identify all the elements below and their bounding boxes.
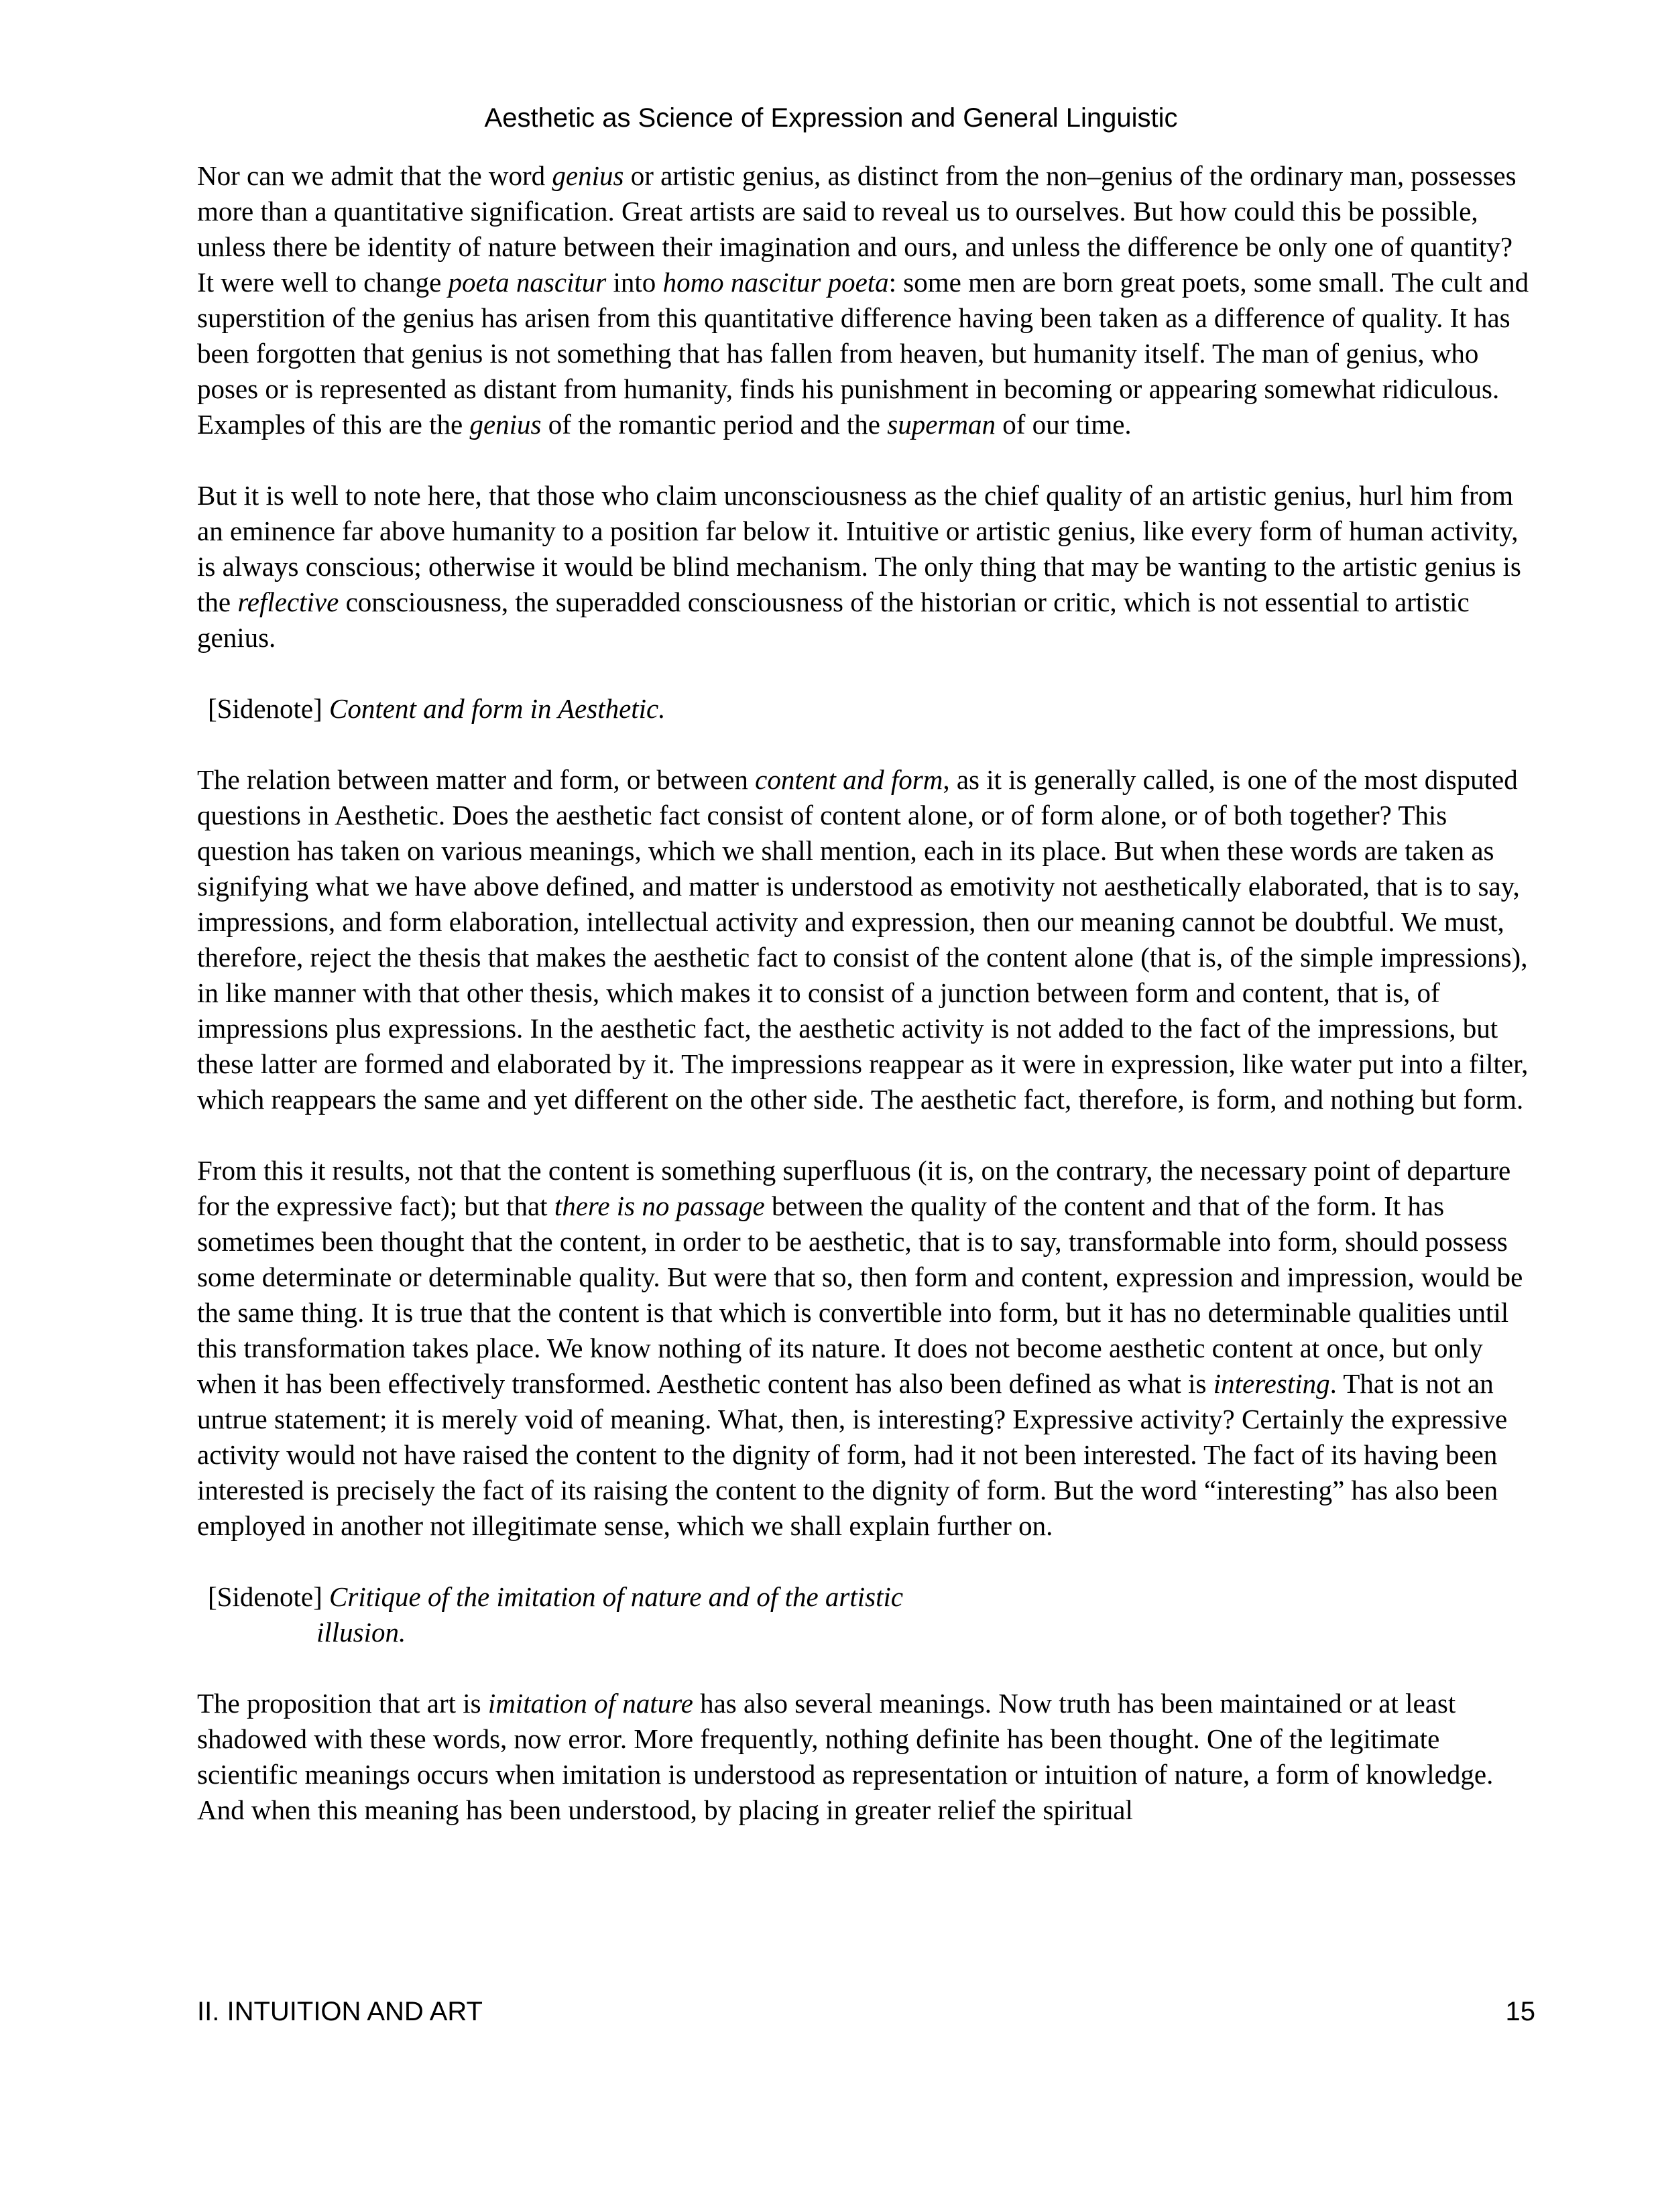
text-run: between the quality of the content and that of the form. It has sometimes been thought that the content, in order to be aesthetic, that is to say, transformable into form, should possess some determinate or determinable quality. But were that so, then form and content, expression and impression, would be the same thing. It is true that the content is that which is convertible into form, but it has no determinable qualities until this transformation takes place. We know nothing of its nature. It does not become aesthetic content at once, but only when it has been effectively transformed. Aesthetic content has also been defined as what is: [197, 1190, 1523, 1399]
emphasis-there-is-no-passage: there is no passage: [554, 1190, 765, 1221]
emphasis-superman: superman: [887, 409, 996, 440]
text-run: From this it results, not that the content is something superfluous (it is, on the contrary, the necessary point of departure for the expressive fact); but that: [197, 1155, 1511, 1221]
paragraph-imitation-of-nature: [197, 1686, 1535, 1828]
sidenote-label: [Sidenote]: [208, 1581, 330, 1612]
text-run: or artistic genius, as distinct from the non–genius of the ordinary man, possesses more than a quantitative signification. Great artists are said to reveal us to ourselves. But how could this be possible, unless there be identity of nature between their imagination and ours, and unless the difference be only one of quantity? It were well to change: [197, 160, 1517, 298]
text-run: of the romantic period and the: [541, 409, 888, 440]
text-run: Nor can we admit that the word: [197, 160, 552, 191]
paragraph-unconsciousness: [197, 478, 1535, 656]
text-run: into: [606, 267, 663, 298]
sidenote-text: Content and form in Aesthetic.: [329, 693, 666, 724]
text-run: The relation between matter and form, or between: [197, 764, 756, 795]
running-header: [0, 101, 1662, 135]
page-number: 15: [1505, 1997, 1535, 2026]
sidenote-text: Critique of the imitation of nature and of the artistic: [329, 1581, 904, 1612]
text-run: : some men are born great poets, some small. The cult and superstition of the genius has arisen from this quantitative difference having been taken as a difference of quality. It has been forgotten that genius is not something that has fallen from heaven, but humanity itself. The man of genius, who poses or is represented as distant from humanity, finds his punishment in becoming or appearing somewhat ridiculous. Examples of this are the: [197, 267, 1529, 440]
emphasis-poeta-nascitur: poeta nascitur: [448, 267, 607, 298]
emphasis-imitation-of-nature: imitation of nature: [487, 1688, 693, 1719]
page-body: [197, 158, 1535, 1863]
text-run: of our time.: [995, 409, 1132, 440]
text-run: The proposition that art is: [197, 1688, 488, 1719]
text-run: . That is not an untrue statement; it is merely void of meaning. What, then, is interesting? Expressive activity? Certainly the expressive activity would not have raised the content to the dignity of form, had it not been interested. The fact of its having been interested is precisely the fact of its raising the content to the dignity of form. But the word “interesting” has also been employed in another not illegitimate sense, which we shall explain further on.: [197, 1368, 1508, 1541]
paragraph-content-and-form: [197, 762, 1535, 1117]
text-run: has also several meanings. Now truth has been maintained or at least shadowed with these words, now error. More frequently, nothing definite has been thought. One of the legitimate scientific meanings occurs when imitation is understood as representation or intuition of nature, a form of knowledge. And when this meaning has been understood, by placing in greater relief the spiritual: [197, 1688, 1494, 1825]
sidenote-content-and-form: [197, 691, 1535, 727]
sidenote-label: [Sidenote]: [208, 693, 330, 724]
emphasis-interesting: interesting: [1213, 1368, 1330, 1399]
text-run: consciousness, the superadded consciousness of the historian or critic, which is not essential to artistic genius.: [197, 587, 1470, 653]
text-run: , as it is generally called, is one of the most disputed questions in Aesthetic. Does the aesthetic fact consist of content alone, or of form alone, or of both together? This question has taken on various meanings, which we shall mention, each in its place. But when these words are taken as signifying what we have above defined, and matter is understood as emotivity not aesthetically elaborated, that is to say, impressions, and form elaboration, intellectual activity and expression, then our meaning cannot be doubtful. We must, therefore, reject the thesis that makes the aesthetic fact to consist of the content alone (that is, of the simple impressions), in like manner with that other thesis, which makes it to consist of a junction between form and content, that is, of impressions plus expressions. In the aesthetic fact, the aesthetic activity is not added to the fact of the impressions, but these latter are formed and elaborated by it. The impressions reappear as it were in expression, like water put into a filter, which reappears the same and yet different on the other side. The aesthetic fact, therefore, is form, and nothing but form.: [197, 764, 1529, 1115]
running-header-title: Aesthetic as Science of Expression and General Linguistic: [484, 103, 1178, 133]
emphasis-genius: genius: [552, 160, 624, 191]
text-run: But it is well to note here, that those who claim unconsciousness as the chief quality of an artistic genius, hurl him from an eminence far above humanity to a position far below it. Intuitive or artistic genius, like every form of human activity, is always conscious; otherwise it would be blind mechanism. The only thing that may be wanting to the artistic genius is the: [197, 480, 1521, 617]
emphasis-reflective: reflective: [237, 587, 339, 617]
paragraph-genius-quantity: [197, 158, 1535, 442]
sidenote-text-continuation: illusion.: [316, 1617, 406, 1648]
footer-chapter-title: II. INTUITION AND ART: [197, 1997, 483, 2026]
emphasis-genius: genius: [469, 409, 542, 440]
emphasis-content-and-form: content and form: [755, 764, 943, 795]
emphasis-homo-nascitur-poeta: homo nascitur poeta: [662, 267, 889, 298]
paragraph-no-passage: [197, 1153, 1535, 1544]
sidenote-imitation-of-nature: [197, 1579, 1535, 1650]
